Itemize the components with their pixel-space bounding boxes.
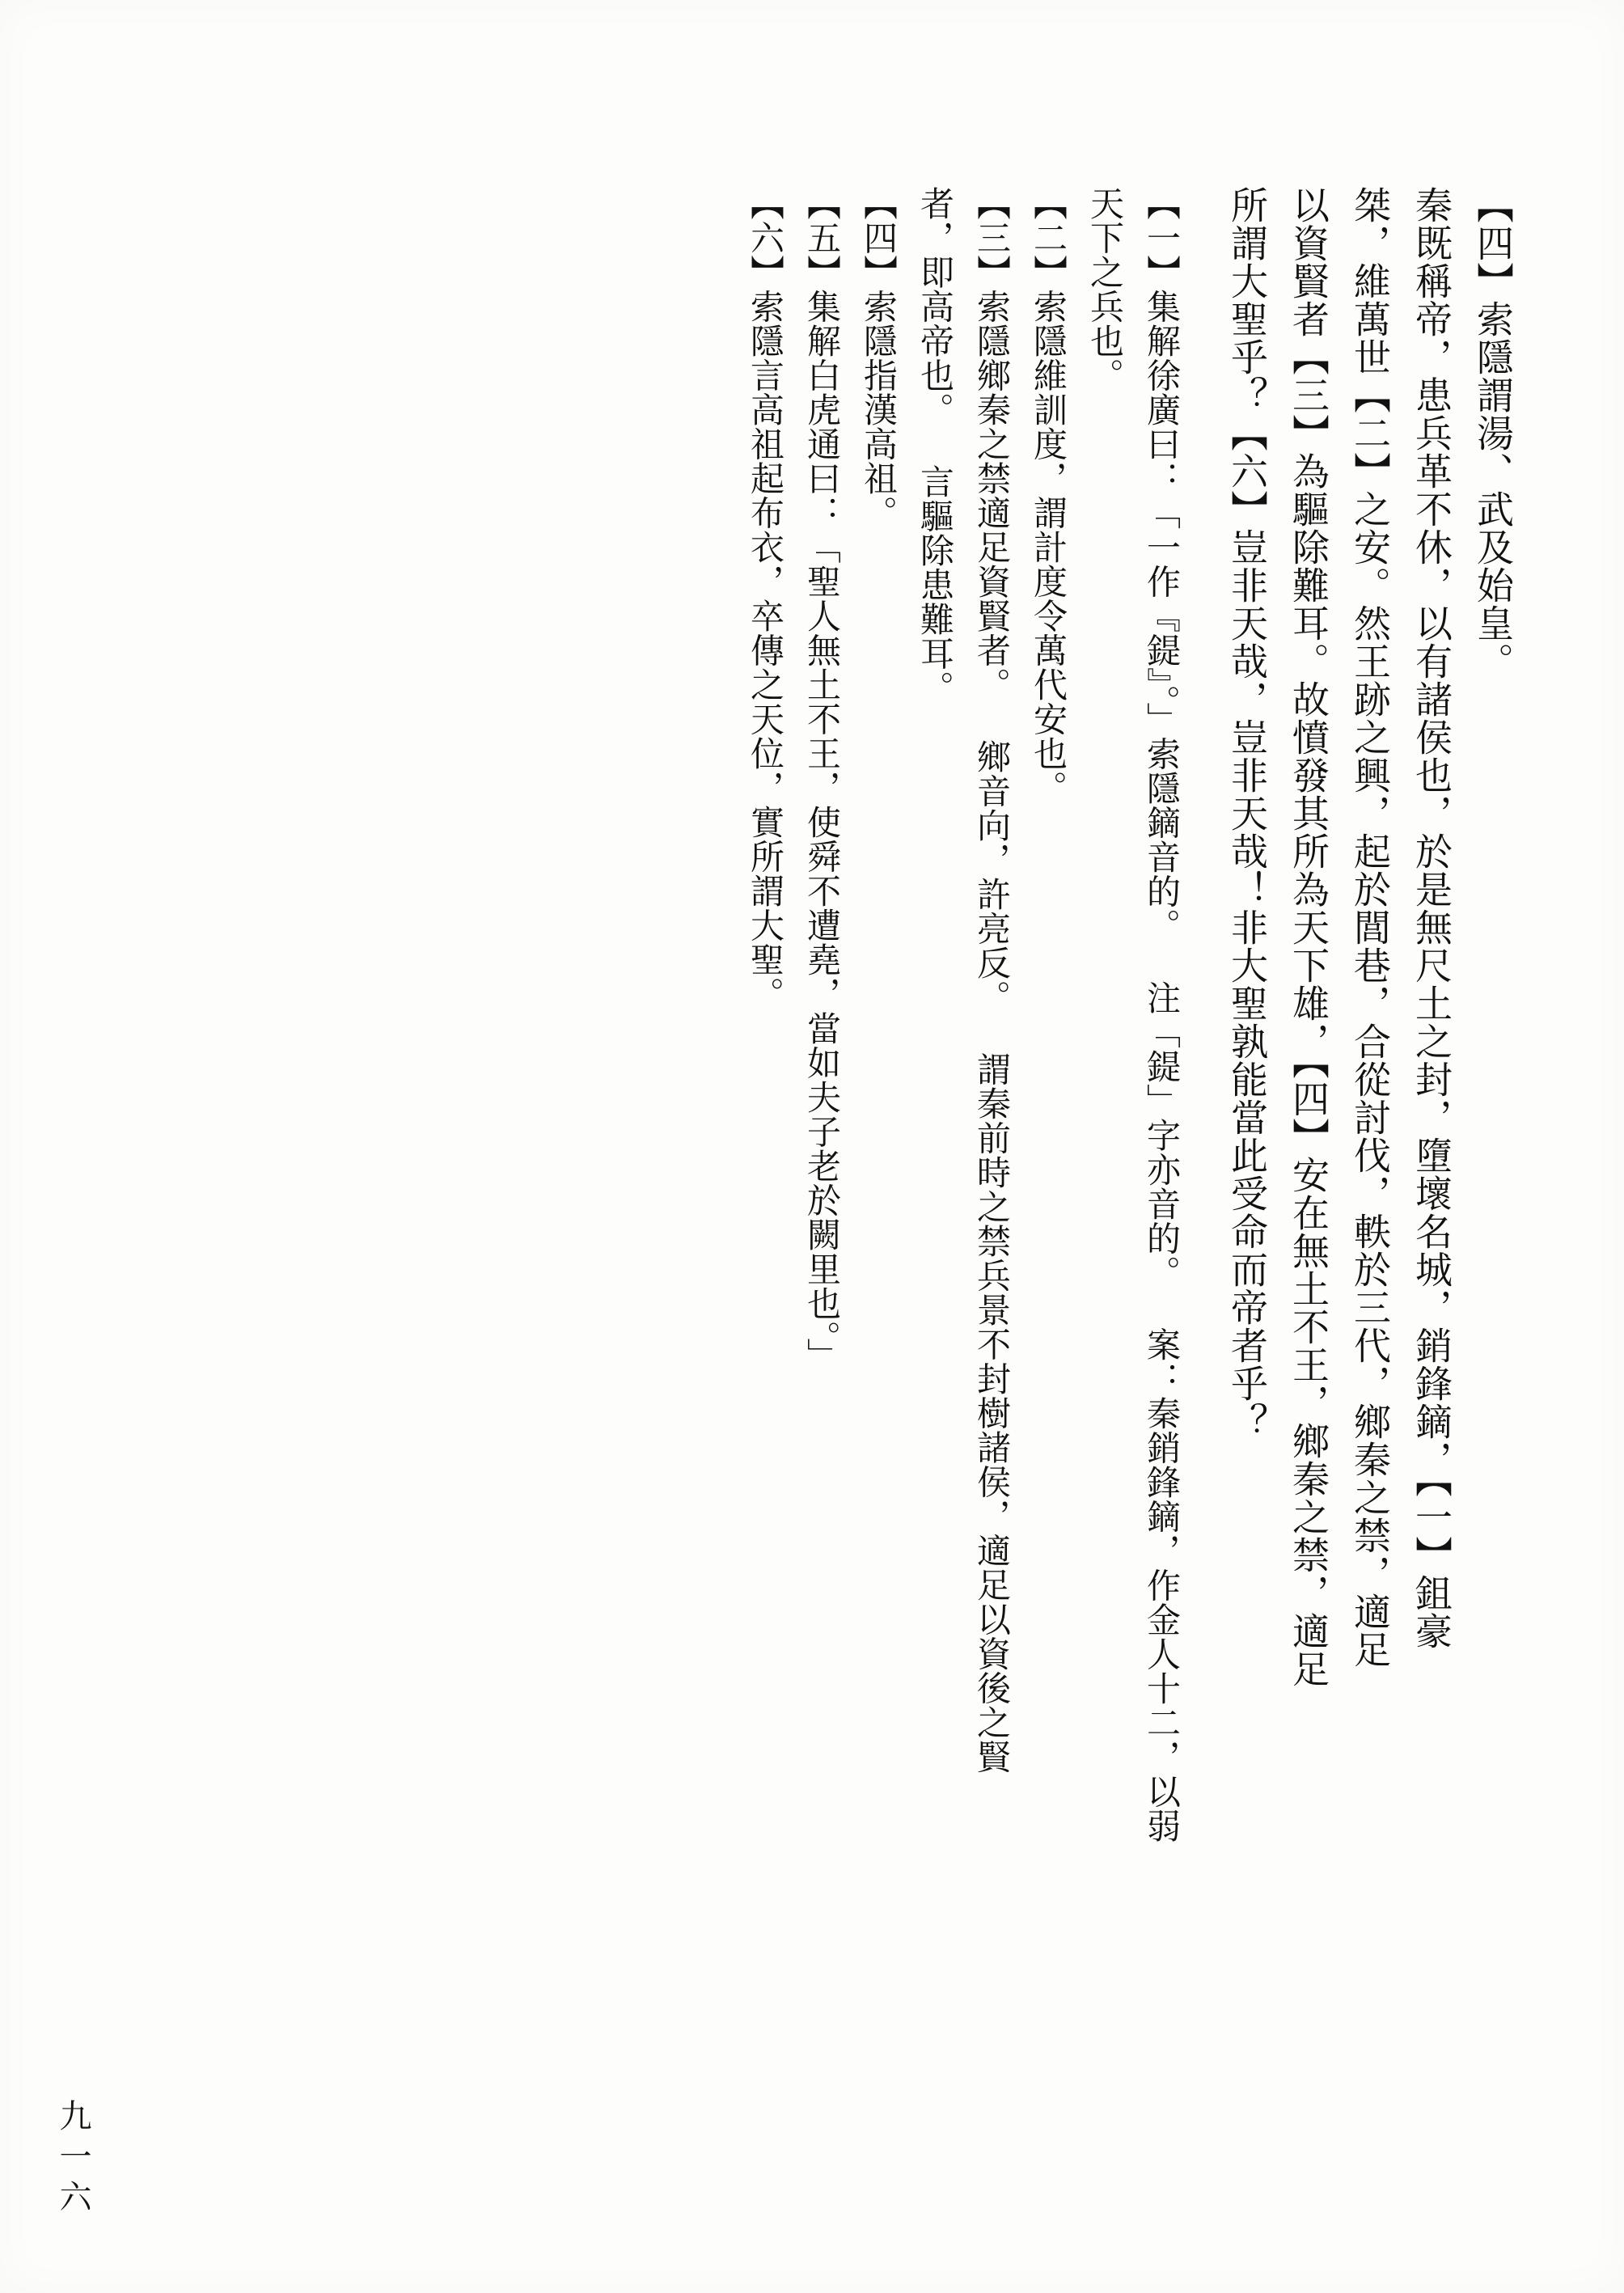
body-column: 秦既稱帝，患兵革不休，以有諸侯也，於是無尺土之封，墮壞名城，銷鋒鏑，【一】鉏豪 bbox=[1410, 186, 1452, 1650]
note-column: 者，即高帝也。 言驅除患難耳。 bbox=[916, 186, 953, 705]
note-column: 【二】索隱維訓度，謂計度令萬代安也。 bbox=[1029, 186, 1066, 805]
note-column: 【一】集解徐廣曰：「一作『鍉』。」索隱鏑音的。 注「鍉」字亦音的。 案：秦銷鋒鏑，作金人十二，以弱 bbox=[1142, 186, 1179, 1843]
body-column: 【四】索隱謂湯、武及始皇。 bbox=[1472, 186, 1513, 680]
vertical-text-region bbox=[97, 186, 1520, 2014]
page-number: 九一六 bbox=[55, 2099, 91, 2220]
body-column: 所謂大聖乎？【六】豈非天哉，豈非天哉！非大聖孰能當此受命而帝者乎？ bbox=[1226, 186, 1267, 1441]
note-column: 【四】索隱指漢高祖。 bbox=[859, 186, 896, 530]
column-spacer bbox=[1186, 186, 1213, 194]
note-column: 【六】索隱言高祖起布衣，卒傳之天位，實所謂大聖。 bbox=[746, 186, 783, 1011]
body-column: 桀，維萬世【二】之安。然王跡之興，起於閭巷，合從討伐，軼於三代，鄉秦之禁，適足 bbox=[1349, 186, 1390, 1669]
body-column: 以資賢者【三】為驅除難耳。故憤發其所為天下雄，【四】安在無土不王，鄉秦之禁，適足 bbox=[1288, 186, 1329, 1688]
note-column: 天下之兵也。 bbox=[1085, 186, 1123, 392]
note-column: 【五】集解白虎通曰：「聖人無土不王，使舜不遭堯，當如夫子老於闕里也。」 bbox=[802, 186, 839, 1373]
note-column: 【三】索隱鄉秦之禁適足資賢者。 鄉音向，許亮反。 謂秦前時之禁兵景不封樹諸侯，適足以資後之賢 bbox=[972, 186, 1009, 1774]
